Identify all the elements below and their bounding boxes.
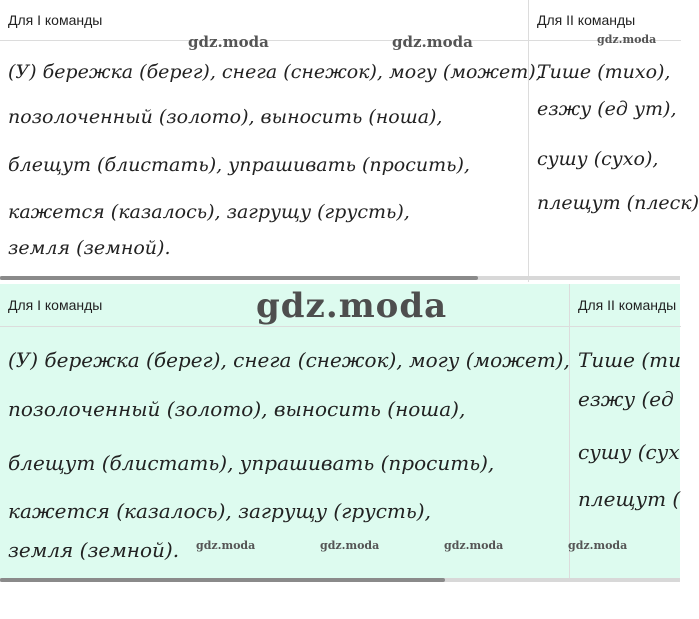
team1-header: Для I команды — [0, 284, 569, 327]
team2-line-2: езжу (ед — [578, 387, 674, 411]
team1-line-1: (У) бережка (берег), снега (снежок), могу (может), — [8, 61, 542, 83]
team1-line-3: блещут (блистать), упрашивать (просить), — [8, 154, 470, 176]
team2-header: Для II команды — [529, 0, 681, 41]
team2-line-3: сушу (сух — [578, 440, 680, 464]
watermark: gdz.moda — [188, 33, 269, 51]
watermark: gdz.moda — [392, 33, 473, 51]
team1-line-4: кажется (казалось), загрущу (грусть), — [8, 499, 431, 523]
team1-line-2: позолоченный (золото), выносить (ноша), — [8, 397, 466, 421]
answer-panel-bottom — [0, 284, 680, 582]
team2-line-4: плещут ( — [578, 487, 681, 511]
scrollbar-thumb[interactable] — [0, 276, 478, 280]
watermark: gdz.moda — [256, 286, 448, 326]
team1-line-5: земля (земной). — [8, 538, 180, 562]
team1-line-4: кажется (казалось), загрущу (грусть), — [8, 201, 410, 223]
watermark: gdz.moda — [568, 539, 628, 552]
team1-header: Для I команды — [0, 0, 528, 41]
watermark: gdz.moda — [320, 539, 380, 552]
horizontal-scrollbar[interactable] — [0, 276, 680, 280]
scrollbar-thumb[interactable] — [0, 578, 445, 582]
team1-line-5: земля (земной). — [8, 237, 171, 259]
team2-header: Для II команды — [570, 284, 681, 327]
horizontal-scrollbar[interactable] — [0, 578, 680, 582]
team2-line-4: плещут (плеск) — [537, 192, 699, 214]
team1-line-1: (У) бережка (берег), снега (снежок), могу (может), — [8, 348, 570, 372]
team2-line-1: Тише (тихо), — [537, 61, 671, 83]
team1-column — [0, 284, 569, 582]
watermark: gdz.moda — [597, 33, 657, 46]
team2-line-2: езжу (ед ут), — [537, 98, 677, 120]
watermark: gdz.moda — [196, 539, 256, 552]
answer-panel-top — [0, 0, 699, 282]
team2-line-1: Тише (ти — [578, 348, 682, 372]
team2-column — [569, 284, 681, 582]
team1-line-3: блещут (блистать), упрашивать (просить), — [8, 451, 495, 475]
team2-line-3: сушу (сухо), — [537, 148, 659, 170]
team1-line-2: позолоченный (золото), выносить (ноша), — [8, 106, 443, 128]
watermark: gdz.moda — [444, 539, 504, 552]
